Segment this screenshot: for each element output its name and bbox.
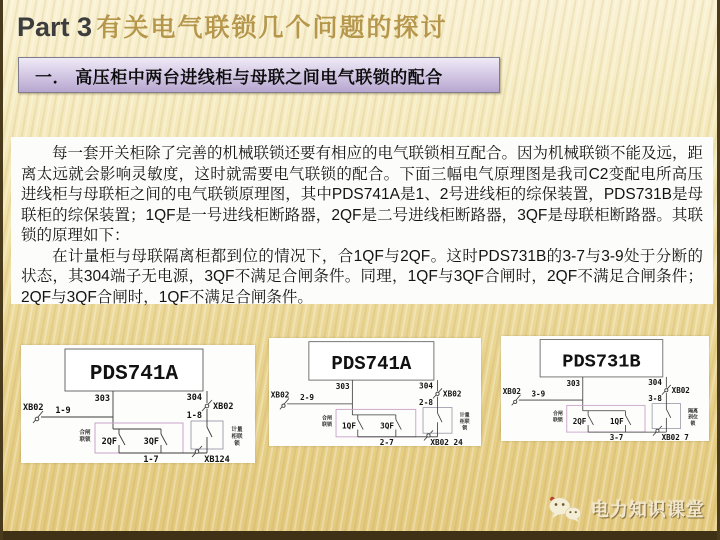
side-label-line3: 锁 <box>462 425 468 432</box>
right-connector-label: XB02 <box>213 402 234 412</box>
terminal-304: 304 <box>648 377 662 387</box>
switch-b-label: 3QF <box>143 437 159 447</box>
bottom-terminal-label: 3-7 <box>609 433 624 441</box>
right-terminal-label: 2-8 <box>419 397 433 407</box>
footer-logo <box>547 494 705 524</box>
footer-logo-text: 电力知识课堂 <box>591 500 705 520</box>
circuit-svg <box>21 345 255 463</box>
bottom-terminal-label: 1-7 <box>143 455 159 463</box>
interlock-label-line2: 联锁 <box>322 421 332 428</box>
switch-a-label: 1QF <box>342 421 356 431</box>
switch-a-label: 2QF <box>101 437 117 447</box>
right-terminal-label: 1-8 <box>186 411 202 421</box>
left-connector-label: XB02 <box>270 390 290 400</box>
body-text-box <box>11 137 713 304</box>
bottom-edge-bar <box>3 531 717 540</box>
side-label-line3: 锁 <box>690 421 696 427</box>
paragraph-1: 每一套开关柜除了完善的机械联锁还要有相应的电气联锁相互配合。因为机械联锁不能及远，距离太远就会影响灵敏度，这时就需要电气联锁的配合。下面三幅电气原理图是我司C2变配电所高压进线柜与母联柜之间的电气联锁原理图，其中PDS741A是1、2号进线柜的综保装置，PDS731B是母联柜的综保装置；1QF是一号进线柜断路器，2QF是二号进线柜断路器，3QF是母联柜断路器。其联锁的原理如下： <box>21 145 704 244</box>
device-label: PDS731B <box>562 350 641 373</box>
side-label-line2: 到位 <box>688 415 698 421</box>
switch-a-label: 2QF <box>572 417 587 427</box>
side-label-line2: 柜联 <box>231 434 243 440</box>
side-label-line1: 计量 <box>231 427 243 433</box>
terminal-304: 304 <box>419 381 433 391</box>
circuit-diagram-pds741a-1 <box>21 345 255 463</box>
switch-b-label: 1QF <box>610 417 624 427</box>
device-label: PDS741A <box>331 353 412 376</box>
circuit-diagram-pds741a-2 <box>269 338 481 446</box>
bottom-connector-label: XB02 7 <box>661 433 689 441</box>
switch-b-label: 3QF <box>380 421 395 431</box>
right-connector-label: XB02 <box>671 385 690 395</box>
right-terminal-label: 3-8 <box>648 393 662 403</box>
page-title <box>17 8 448 44</box>
left-terminal-label: 2-9 <box>300 393 315 403</box>
terminal-303: 303 <box>566 378 581 388</box>
right-connector-label: XB02 <box>442 389 462 399</box>
terminal-304: 304 <box>186 393 202 403</box>
title-chinese: 有关电气联锁几个问题的探讨 <box>96 15 448 42</box>
interlock-label-line2: 联锁 <box>553 418 563 424</box>
circuit-diagram-pds731b <box>501 336 709 441</box>
left-terminal-label: 3-9 <box>531 389 546 399</box>
side-label-line2: 柜联 <box>459 419 470 426</box>
left-connector-label: XB02 <box>23 403 44 413</box>
side-label-line3: 锁 <box>234 441 240 447</box>
interlock-label-line2: 联锁 <box>79 437 91 443</box>
interlock-label-line1: 合闸 <box>79 430 91 436</box>
interlock-label-line1: 合闸 <box>553 412 563 418</box>
circuit-svg <box>501 336 709 441</box>
bottom-connector-label: XB02 24 <box>430 438 463 446</box>
paragraph-2: 在计量柜与母联隔离柜都到位的情况下，合1QF与2QF。这时PDS731B的3-7与3-9处于分断的状态，其304端子无电源，3QF不满足合闸条件。同理，1QF与3QF合闸时，2QF不满足合闸条件；2QF与3QF合闸时，1QF不满足合闸条件。 <box>21 247 703 306</box>
device-label: PDS741A <box>89 363 179 386</box>
interlock-label-line1: 合闸 <box>322 415 332 422</box>
section-heading-text: 一． 高压柜中两台进线柜与母联之间电气联锁的配合 <box>35 67 443 87</box>
terminal-303: 303 <box>335 382 350 392</box>
left-connector-label: XB02 <box>502 386 521 396</box>
left-terminal-label: 1-9 <box>55 406 71 416</box>
side-label-line1: 隔离 <box>688 409 698 415</box>
title-part-number: Part 3 <box>17 12 93 42</box>
wechat-icon <box>547 494 583 524</box>
bottom-terminal-label: 2-7 <box>379 438 394 446</box>
section-heading-banner <box>18 57 500 93</box>
circuit-svg <box>269 338 481 446</box>
side-label-line1: 计量 <box>459 412 470 419</box>
terminal-303: 303 <box>94 394 110 404</box>
bottom-connector-label: XB124 <box>204 455 230 463</box>
